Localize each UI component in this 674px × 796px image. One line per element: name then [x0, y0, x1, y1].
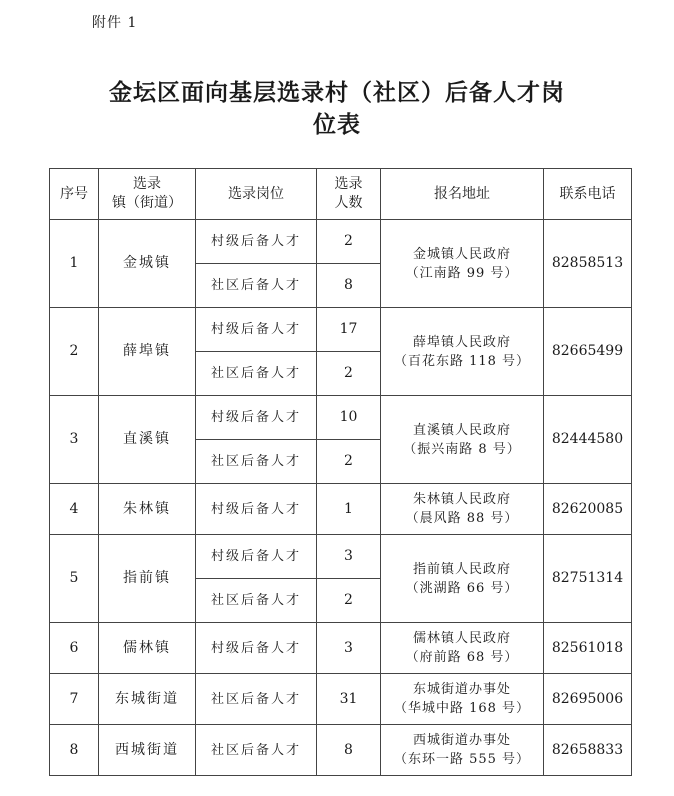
row-town: 朱林镇	[99, 484, 196, 535]
row-no: 5	[50, 535, 99, 623]
row-count: 2	[317, 352, 381, 396]
row-no: 4	[50, 484, 99, 535]
row-post: 社区后备人才	[196, 352, 317, 396]
row-addr-line1: 金城镇人民政府	[412, 246, 511, 262]
row-count: 8	[317, 725, 381, 776]
row-post: 村级后备人才	[196, 535, 317, 579]
row-addr-line1: 直溪镇人民政府	[412, 422, 511, 438]
row-town: 指前镇	[99, 535, 196, 623]
row-post: 村级后备人才	[196, 623, 317, 674]
table-header-row	[50, 169, 632, 220]
row-town: 薛埠镇	[99, 308, 196, 396]
row-no: 6	[50, 623, 99, 674]
row-count: 17	[317, 308, 381, 352]
row-addr-line1: 儒林镇人民政府	[412, 631, 511, 646]
row-addr-line1: 东城街道办事处	[412, 682, 511, 697]
row-phone: 82620085	[544, 484, 632, 535]
row-addr-line2: （振兴南路 8 号）	[403, 441, 521, 457]
row-phone: 82444580	[544, 396, 632, 484]
row-town: 直溪镇	[99, 396, 196, 484]
page-title-line2: 位表	[313, 112, 361, 138]
row-phone: 82658833	[544, 725, 632, 776]
row-count: 3	[317, 623, 381, 674]
table-row	[50, 484, 632, 535]
row-count: 1	[317, 484, 381, 535]
header-count-line2: 人数	[334, 195, 363, 211]
row-post: 社区后备人才	[196, 264, 317, 308]
table-row	[50, 725, 632, 776]
table-row	[50, 396, 632, 440]
table-row	[50, 308, 632, 352]
header-town	[99, 169, 196, 220]
row-addr-line1: 朱林镇人民政府	[412, 492, 511, 507]
row-count: 8	[317, 264, 381, 308]
row-no: 8	[50, 725, 99, 776]
row-town: 金城镇	[99, 220, 196, 308]
row-addr-line2: （百花东路 118 号）	[393, 353, 531, 369]
row-no: 3	[50, 396, 99, 484]
row-addr	[381, 535, 544, 623]
row-addr	[381, 725, 544, 776]
row-addr-line1: 西城街道办事处	[412, 733, 511, 748]
page-title: 金坛区面向基层选录村（社区）后备人才岗	[109, 80, 565, 106]
row-addr	[381, 674, 544, 725]
header-addr: 报名地址	[381, 169, 544, 220]
row-addr-line2: （江南路 99 号）	[405, 265, 519, 281]
row-addr	[381, 623, 544, 674]
header-town-line1: 选录	[133, 176, 161, 192]
row-addr-line1: 指前镇人民政府	[412, 561, 511, 577]
row-town: 儒林镇	[99, 623, 196, 674]
row-addr-line1: 薛埠镇人民政府	[412, 334, 511, 350]
table-row	[50, 535, 632, 579]
row-count: 2	[317, 440, 381, 484]
header-no: 序号	[50, 169, 99, 220]
row-addr-line2: （晨风路 88 号）	[405, 511, 519, 526]
header-town-line2: 镇（街道）	[112, 195, 182, 211]
attachment-label: 附件 1	[92, 15, 138, 31]
header-count-line1: 选录	[334, 176, 363, 192]
row-post: 村级后备人才	[196, 308, 317, 352]
row-count: 3	[317, 535, 381, 579]
row-post: 村级后备人才	[196, 220, 317, 264]
row-no: 1	[50, 220, 99, 308]
row-phone: 82751314	[544, 535, 632, 623]
row-phone: 82858513	[544, 220, 632, 308]
row-post: 社区后备人才	[196, 674, 317, 725]
row-addr	[381, 396, 544, 484]
row-post: 村级后备人才	[196, 484, 317, 535]
row-addr-line2: （东环一路 555 号）	[393, 752, 531, 767]
row-count: 10	[317, 396, 381, 440]
row-town: 西城街道	[99, 725, 196, 776]
positions-table	[49, 168, 632, 776]
row-post: 社区后备人才	[196, 725, 317, 776]
row-no: 2	[50, 308, 99, 396]
row-post: 社区后备人才	[196, 579, 317, 623]
row-phone: 82695006	[544, 674, 632, 725]
header-post: 选录岗位	[196, 169, 317, 220]
row-addr-line2: （洮湖路 66 号）	[405, 580, 519, 596]
row-post: 村级后备人才	[196, 396, 317, 440]
row-count: 31	[317, 674, 381, 725]
row-addr-line2: （华城中路 168 号）	[393, 701, 531, 716]
row-count: 2	[317, 220, 381, 264]
row-addr-line2: （府前路 68 号）	[405, 650, 519, 665]
row-no: 7	[50, 674, 99, 725]
header-count	[317, 169, 381, 220]
header-phone: 联系电话	[544, 169, 632, 220]
row-addr	[381, 484, 544, 535]
table-row	[50, 623, 632, 674]
table-row	[50, 220, 632, 264]
row-phone: 82561018	[544, 623, 632, 674]
row-phone: 82665499	[544, 308, 632, 396]
row-town: 东城街道	[99, 674, 196, 725]
row-count: 2	[317, 579, 381, 623]
row-addr	[381, 220, 544, 308]
table-row	[50, 674, 632, 725]
row-post: 社区后备人才	[196, 440, 317, 484]
row-addr	[381, 308, 544, 396]
